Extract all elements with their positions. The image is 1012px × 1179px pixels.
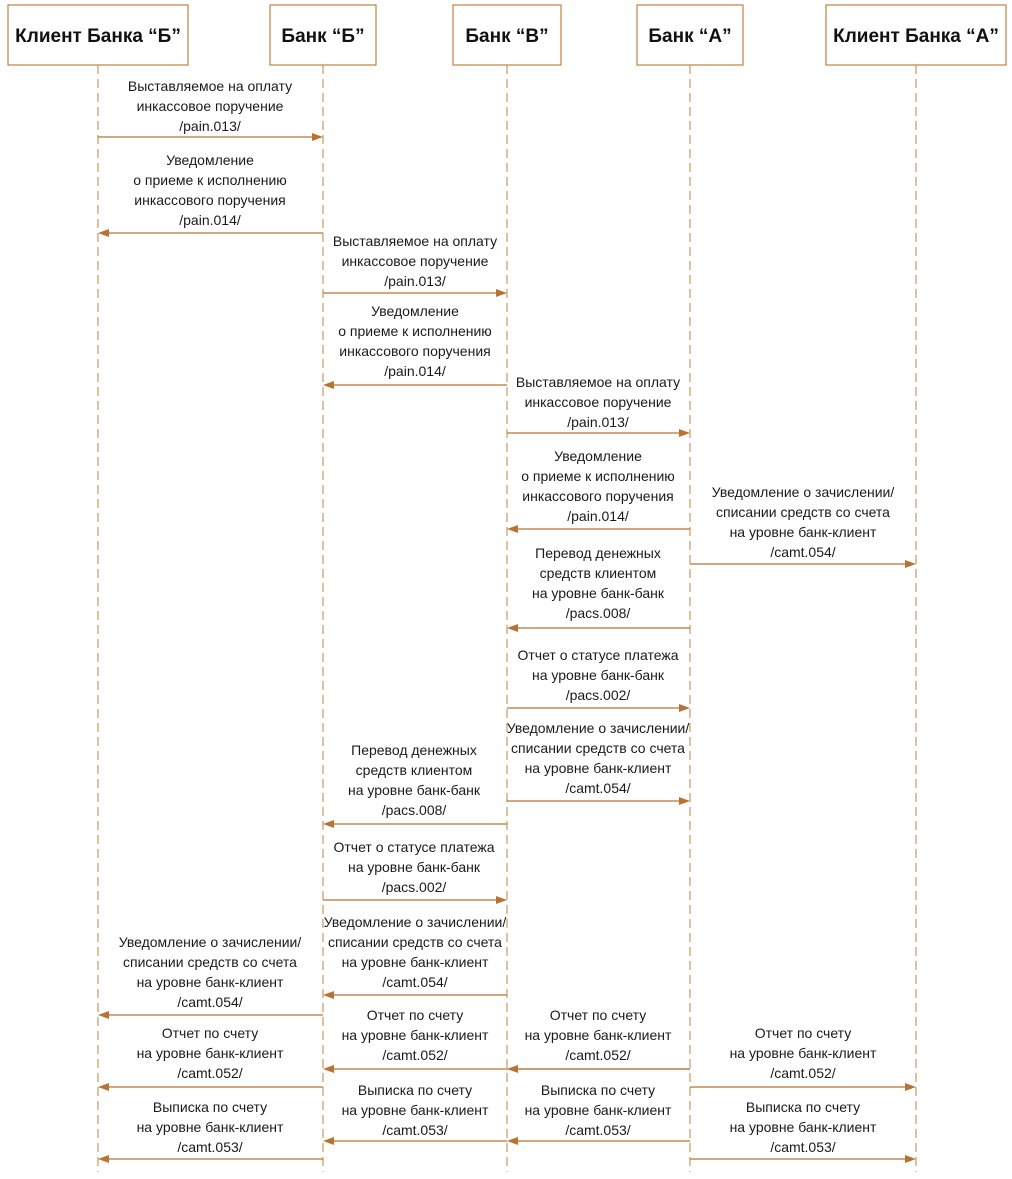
message-label: о приеме к исполнению <box>133 172 287 188</box>
actor-label: Банк “Б” <box>281 26 365 47</box>
message-label: на уровне банк-клиент <box>341 1102 489 1118</box>
message-label: средств клиентом <box>355 762 473 778</box>
arrowhead-icon <box>507 1065 518 1073</box>
message-label: /pain.014/ <box>567 508 629 524</box>
arrowhead-icon <box>496 289 507 297</box>
message-label: /pain.013/ <box>179 118 241 134</box>
message-label: /pacs.002/ <box>565 687 631 703</box>
arrowhead-icon <box>312 133 323 141</box>
message-label: инкассовое поручение <box>136 98 284 114</box>
message-arrow <box>98 1099 323 1163</box>
actor-bank_a <box>637 5 743 65</box>
message-arrow <box>323 839 507 904</box>
message-label: Перевод денежных <box>351 742 477 758</box>
message-label: /camt.052/ <box>382 1047 448 1063</box>
message-label: /camt.053/ <box>565 1122 631 1138</box>
message-label: Выписка по счету <box>745 1099 861 1115</box>
message-arrow <box>323 742 507 828</box>
arrowhead-icon <box>98 1083 109 1091</box>
message-arrow <box>690 1099 916 1163</box>
arrowhead-icon <box>507 1137 518 1145</box>
message-label: Отчет по счету <box>549 1007 647 1023</box>
message-label: /camt.052/ <box>770 1065 836 1081</box>
message-label: /camt.054/ <box>770 544 836 560</box>
message-label: Выставляемое на оплату <box>127 78 293 94</box>
message-label: средств клиентом <box>539 565 657 581</box>
message-label: Уведомление о зачислении/ <box>323 914 507 930</box>
arrowhead-icon <box>98 1011 109 1019</box>
message-label: инкассового поручения <box>522 488 674 504</box>
message-label: на уровне банк-клиент <box>341 1027 489 1043</box>
message-label: на уровне банк-клиент <box>524 760 672 776</box>
message-arrow <box>323 1082 507 1145</box>
message-arrow <box>323 303 507 389</box>
message-label: Уведомление о зачислении/ <box>711 484 895 500</box>
message-label: Отчет по счету <box>754 1025 852 1041</box>
message-label: инкассовое поручение <box>341 253 489 269</box>
message-label: /camt.053/ <box>770 1139 836 1155</box>
message-label: /pain.014/ <box>384 363 446 379</box>
message-arrow <box>507 374 690 437</box>
message-label: Уведомление <box>554 448 642 464</box>
message-label: инкассового поручения <box>134 192 286 208</box>
message-arrow <box>98 78 323 141</box>
message-label: на уровне банк-клиент <box>729 524 877 540</box>
arrowhead-icon <box>323 381 334 389</box>
message-arrow <box>98 934 323 1019</box>
message-label: Выписка по счету <box>357 1082 473 1098</box>
arrowhead-icon <box>905 560 916 568</box>
message-arrow <box>507 1082 690 1145</box>
message-label: /pacs.008/ <box>381 802 447 818</box>
message-label: на уровне банк-клиент <box>341 954 489 970</box>
message-arrow <box>98 152 323 237</box>
actor-label: Клиент Банка “Б” <box>15 26 181 47</box>
message-label: Выставляемое на оплату <box>515 374 681 390</box>
message-label: на уровне банк-клиент <box>729 1119 877 1135</box>
arrowhead-icon <box>507 525 518 533</box>
arrowhead-icon <box>679 429 690 437</box>
actor-bank_b <box>270 5 376 65</box>
message-arrow <box>507 545 690 632</box>
message-label: /camt.054/ <box>177 994 243 1010</box>
message-arrow <box>507 720 690 805</box>
message-label: на уровне банк-клиент <box>524 1102 672 1118</box>
message-arrow <box>690 1025 916 1091</box>
message-label: Перевод денежных <box>535 545 661 561</box>
message-label: Отчет о статусе платежа <box>517 647 679 663</box>
message-label: Отчет о статусе платежа <box>333 839 495 855</box>
message-label: Выписка по счету <box>540 1082 656 1098</box>
message-label: /camt.052/ <box>565 1047 631 1063</box>
message-arrow <box>323 914 507 999</box>
message-arrow <box>98 1025 323 1091</box>
arrowhead-icon <box>679 704 690 712</box>
message-label: /pacs.008/ <box>565 605 631 621</box>
message-label: списании средств со счета <box>511 740 685 756</box>
arrowhead-icon <box>905 1083 916 1091</box>
message-label: на уровне банк-клиент <box>729 1045 877 1061</box>
message-label: на уровне банк-клиент <box>136 1119 284 1135</box>
message-label: Выставляемое на оплату <box>332 233 498 249</box>
message-label: Уведомление о зачислении/ <box>118 934 302 950</box>
message-label: /camt.054/ <box>565 780 631 796</box>
message-arrow <box>507 1007 690 1073</box>
arrowhead-icon <box>679 797 690 805</box>
message-label: /camt.054/ <box>382 974 448 990</box>
message-label: списании средств со счета <box>123 954 297 970</box>
arrowhead-icon <box>323 991 334 999</box>
arrowhead-icon <box>496 896 507 904</box>
message-label: о приеме к исполнению <box>338 323 492 339</box>
message-label: Выписка по счету <box>152 1099 268 1115</box>
message-arrow <box>507 647 690 712</box>
message-label: /pain.013/ <box>567 414 629 430</box>
message-label: Отчет по счету <box>161 1025 259 1041</box>
message-arrow <box>507 448 690 533</box>
message-arrow <box>690 484 916 568</box>
actor-label: Банк “А” <box>648 26 732 47</box>
message-label: на уровне банк-банк <box>347 859 481 875</box>
message-label: на уровне банк-клиент <box>136 1045 284 1061</box>
arrowhead-icon <box>323 1065 334 1073</box>
message-label: /camt.053/ <box>177 1139 243 1155</box>
message-label: /pacs.002/ <box>381 879 447 895</box>
arrowhead-icon <box>905 1155 916 1163</box>
actor-client_b <box>8 5 188 65</box>
message-label: списании средств со счета <box>328 934 502 950</box>
message-label: /pain.014/ <box>179 212 241 228</box>
message-label: Уведомление <box>166 152 254 168</box>
arrowhead-icon <box>98 229 109 237</box>
actor-client_a <box>826 5 1006 65</box>
arrowhead-icon <box>98 1155 109 1163</box>
message-label: Уведомление о зачислении/ <box>506 720 690 736</box>
message-label: о приеме к исполнению <box>521 468 675 484</box>
arrowhead-icon <box>323 820 334 828</box>
message-label: на уровне банк-банк <box>347 782 481 798</box>
message-label: на уровне банк-банк <box>531 585 665 601</box>
message-label: на уровне банк-банк <box>531 667 665 683</box>
arrowhead-icon <box>507 624 518 632</box>
actor-label: Клиент Банка “А” <box>833 26 999 47</box>
message-label: на уровне банк-клиент <box>136 974 284 990</box>
message-label: /pain.013/ <box>384 273 446 289</box>
message-label: Отчет по счету <box>366 1007 464 1023</box>
message-label: /camt.053/ <box>382 1122 448 1138</box>
message-label: /camt.052/ <box>177 1065 243 1081</box>
actor-bank_v <box>453 5 561 65</box>
message-label: инкассового поручения <box>339 343 491 359</box>
message-label: инкассовое поручение <box>524 394 672 410</box>
message-label: на уровне банк-клиент <box>524 1027 672 1043</box>
message-arrow <box>323 233 507 297</box>
actor-label: Банк “В” <box>465 26 549 47</box>
arrowhead-icon <box>323 1137 334 1145</box>
message-label: списании средств со счета <box>716 504 890 520</box>
message-label: Уведомление <box>371 303 459 319</box>
